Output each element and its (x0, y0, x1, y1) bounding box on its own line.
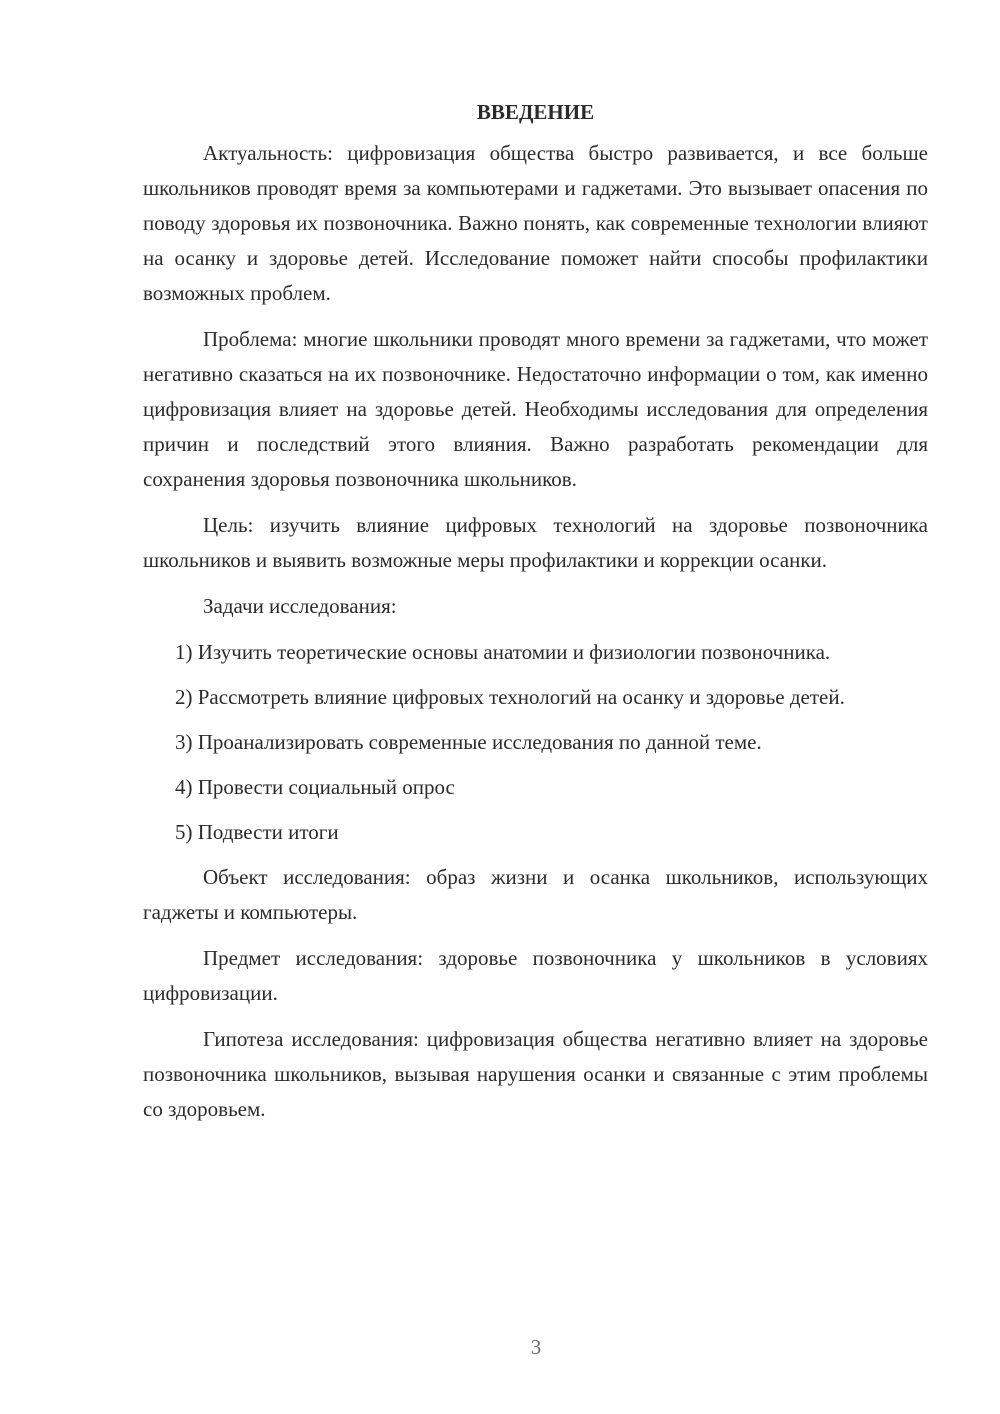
task-item: 5) Подвести итоги (175, 820, 339, 844)
subject-paragraph: Предмет исследования: здоровье позвоночника у школьников в условиях цифровизации. (143, 946, 928, 1005)
tasks-heading: Задачи исследования: (203, 594, 397, 618)
problem-paragraph: Проблема: многие школьники проводят много времени за гаджетами, что может негативно сказаться на их позвоночнике. Недостаточно информации о том, как именно цифровизация влияет на здоровье детей. Необходимы исследования для определения причин и последствий этого влияния. Важно разработать рекомендации для сохранения здоровья позвоночника школьников. (143, 327, 928, 491)
page-number: 3 (530, 1335, 542, 1359)
task-item: 3) Проанализировать современные исследования по данной теме. (175, 730, 762, 754)
relevance-paragraph: Актуальность: цифровизация общества быстро развивается, и все больше школьников проводят время за компьютерами и гаджетами. Это вызывает опасения по поводу здоровья их позвоночника. Важно понять, как современные технологии влияют на осанку и здоровье детей. Исследование поможет найти способы профилактики возможных проблем. (143, 141, 928, 305)
section-heading: ВВЕДЕНИЕ (476, 100, 595, 124)
hypothesis-paragraph: Гипотеза исследования: цифровизация общества негативно влияет на здоровье позвоночника школьников, вызывая нарушения осанки и связанные с этим проблемы со здоровьем. (143, 1027, 928, 1121)
task-item: 4) Провести социальный опрос (175, 775, 455, 799)
object-paragraph: Объект исследования: образ жизни и осанка школьников, использующих гаджеты и компьютеры. (143, 865, 928, 924)
goal-paragraph: Цель: изучить влияние цифровых технологий на здоровье позвоночника школьников и выявить возможные меры профилактики и коррекции осанки. (143, 513, 928, 572)
task-item: 2) Рассмотреть влияние цифровых технологий на осанку и здоровье детей. (175, 685, 845, 709)
page-content (143, 95, 928, 1127)
task-item: 1) Изучить теоретические основы анатомии и физиологии позвоночника. (175, 640, 831, 664)
